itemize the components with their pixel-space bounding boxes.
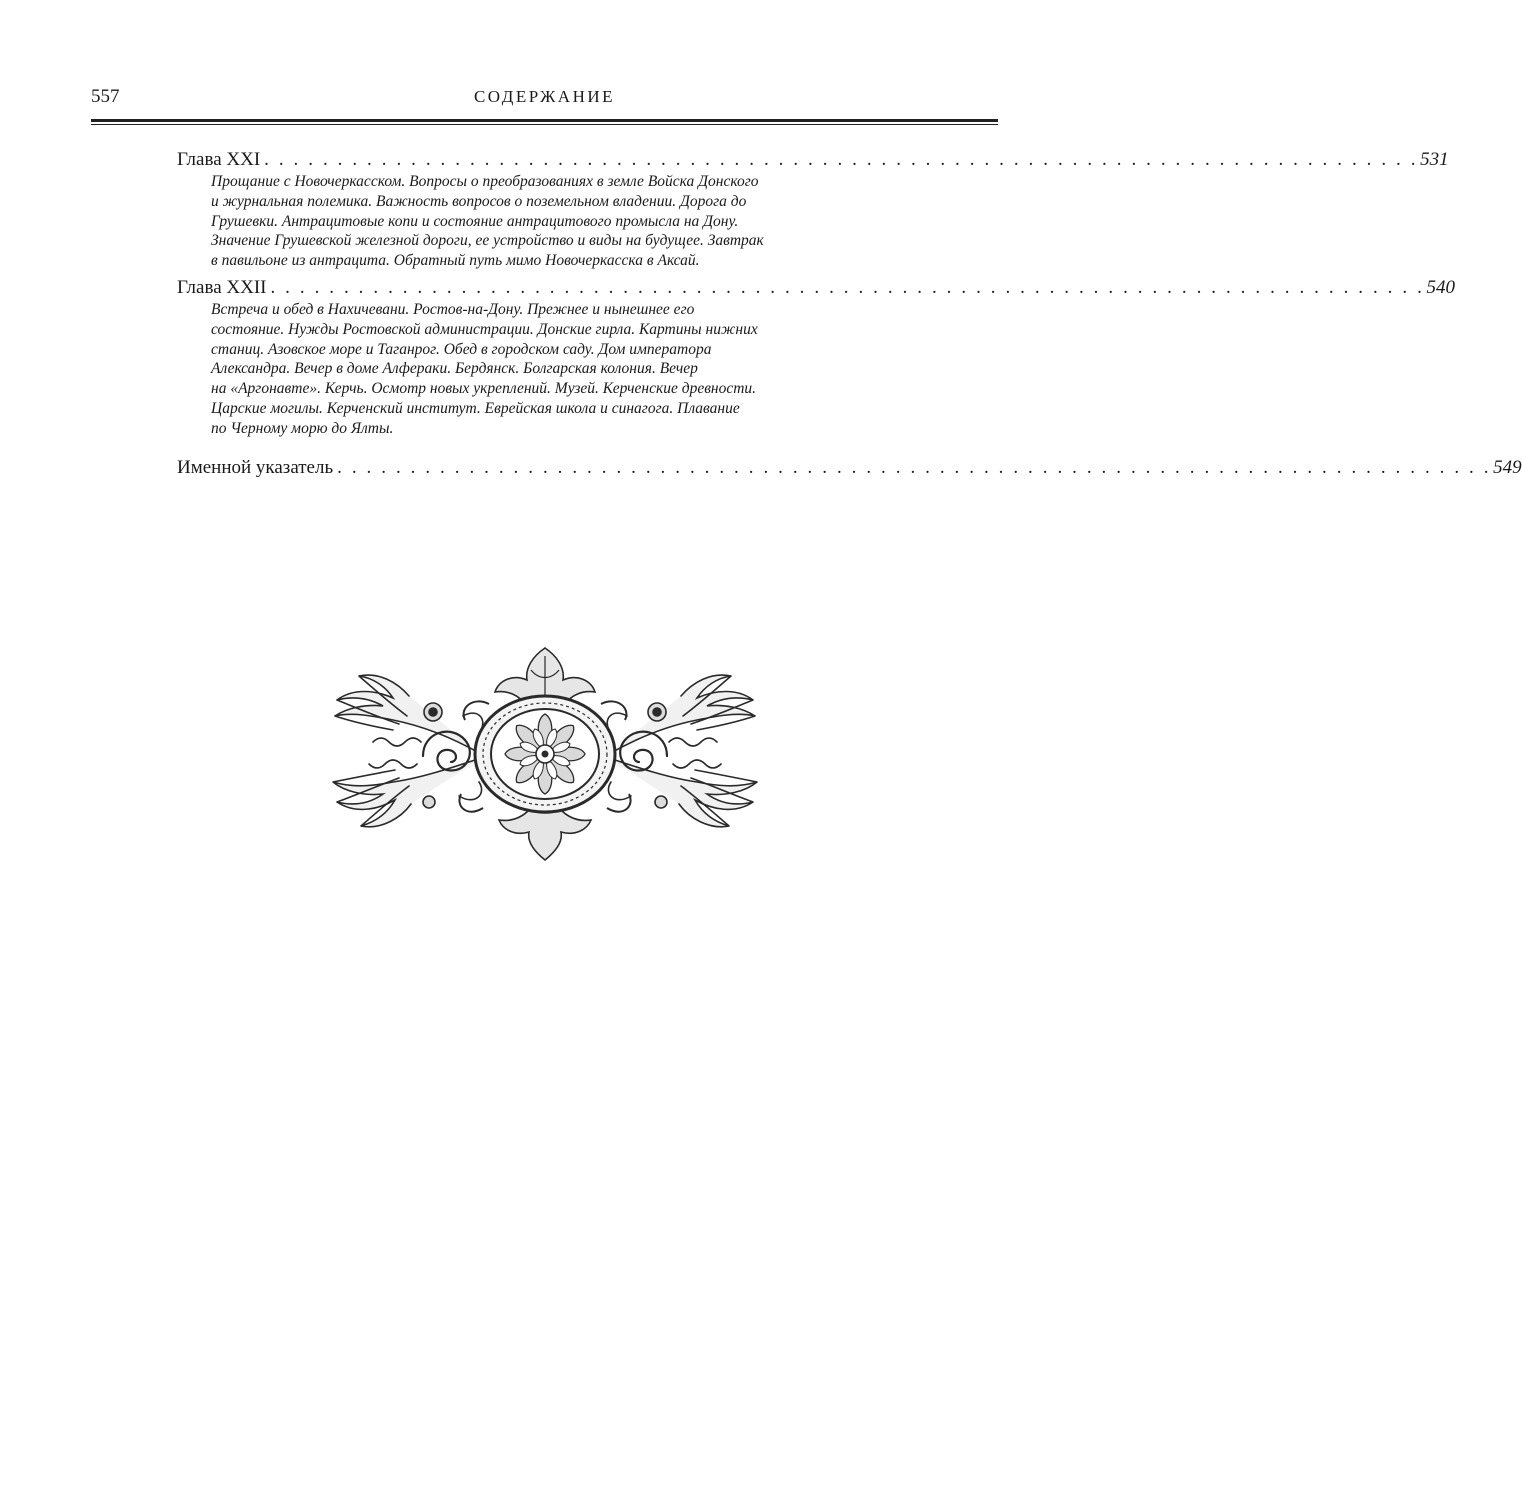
toc-entry-page: 531 xyxy=(1420,149,1449,170)
running-title: СОДЕРЖАНИЕ xyxy=(473,87,616,106)
summary-line: на «Аргонавте». Керчь. Осмотр новых укреплений. Музей. Керченские древности. xyxy=(211,380,757,398)
dot-leader: . . . . . . . . . . . . . . . . . . . . . . . . . . . . . . . . . . . . . . . . . . . . . . . . . . . . . . . . . . . . . . . . . . . . . . . . . . . . . . . xyxy=(264,149,1419,170)
toc-entry-chapter-21 xyxy=(177,148,1449,271)
toc-entry-label: Глава XXI xyxy=(177,149,261,170)
running-header xyxy=(91,86,998,114)
toc-entry-index[interactable] xyxy=(177,456,1522,480)
summary-line: Прощание с Новочеркасском. Вопросы о преобразованиях в земле Войска Донского xyxy=(211,173,759,190)
summary-line: Грушевки. Антрацитовые копи и состояние антрацитового промысла на Дону. xyxy=(211,212,739,230)
header-rule-thick xyxy=(91,119,998,122)
toc-entry-heading[interactable] xyxy=(177,148,1449,172)
toc-entry-label: Именной указатель xyxy=(177,456,334,478)
toc-entry-label: Глава XXII xyxy=(177,276,267,298)
summary-line: в павильоне из антрацита. Обратный путь мимо Новочеркасска в Аксай. xyxy=(211,252,700,270)
header-rule-thin xyxy=(91,124,998,125)
summary-line: Встреча и обед в Нахичевани. Ростов-на-Дону. Прежнее и нынешнее его xyxy=(211,300,695,318)
toc-entry-chapter-22 xyxy=(177,276,1455,439)
summary-line: состояние. Нужды Ростовской администрации. Донские гирла. Картины нижних xyxy=(211,320,758,338)
baroque-ornament-icon xyxy=(313,646,777,862)
toc-entry-heading[interactable] xyxy=(177,276,1455,300)
toc-entry-page: 540 xyxy=(1426,276,1455,298)
summary-line: станиц. Азовское море и Таганрог. Обед в городском саду. Дом императора xyxy=(211,340,712,358)
summary-line: Александра. Вечер в доме Алфераки. Бердянск. Болгарская колония. Вечер xyxy=(211,360,698,378)
toc-entry-page: 549 xyxy=(1493,456,1522,478)
dot-leader: . . . . . . . . . . . . . . . . . . . . . . . . . . . . . . . . . . . . . . . . . . . . . . . . . . . . . . . . . . . . . . . . . . . . . . . . . . . . . . . xyxy=(337,456,1492,478)
page-number: 557 xyxy=(91,86,120,107)
dot-leader: . . . . . . . . . . . . . . . . . . . . . . . . . . . . . . . . . . . . . . . . . . . . . . . . . . . . . . . . . . . . . . . . . . . . . . . . . . . . . . . xyxy=(270,276,1425,298)
summary-line: Значение Грушевской железной дороги, ее устройство и виды на будущее. Завтрак xyxy=(211,232,764,250)
summary-line: и журнальная полемика. Важность вопросов о поземельном владении. Дорога до xyxy=(211,192,747,210)
toc-entry-summary xyxy=(211,300,841,439)
table-of-contents xyxy=(177,148,1522,480)
summary-line: Царские могилы. Керченский институт. Еврейская школа и синагога. Плавание xyxy=(211,399,740,417)
toc-entry-summary xyxy=(211,172,841,271)
summary-line: по Черному морю до Ялты. xyxy=(211,419,394,437)
